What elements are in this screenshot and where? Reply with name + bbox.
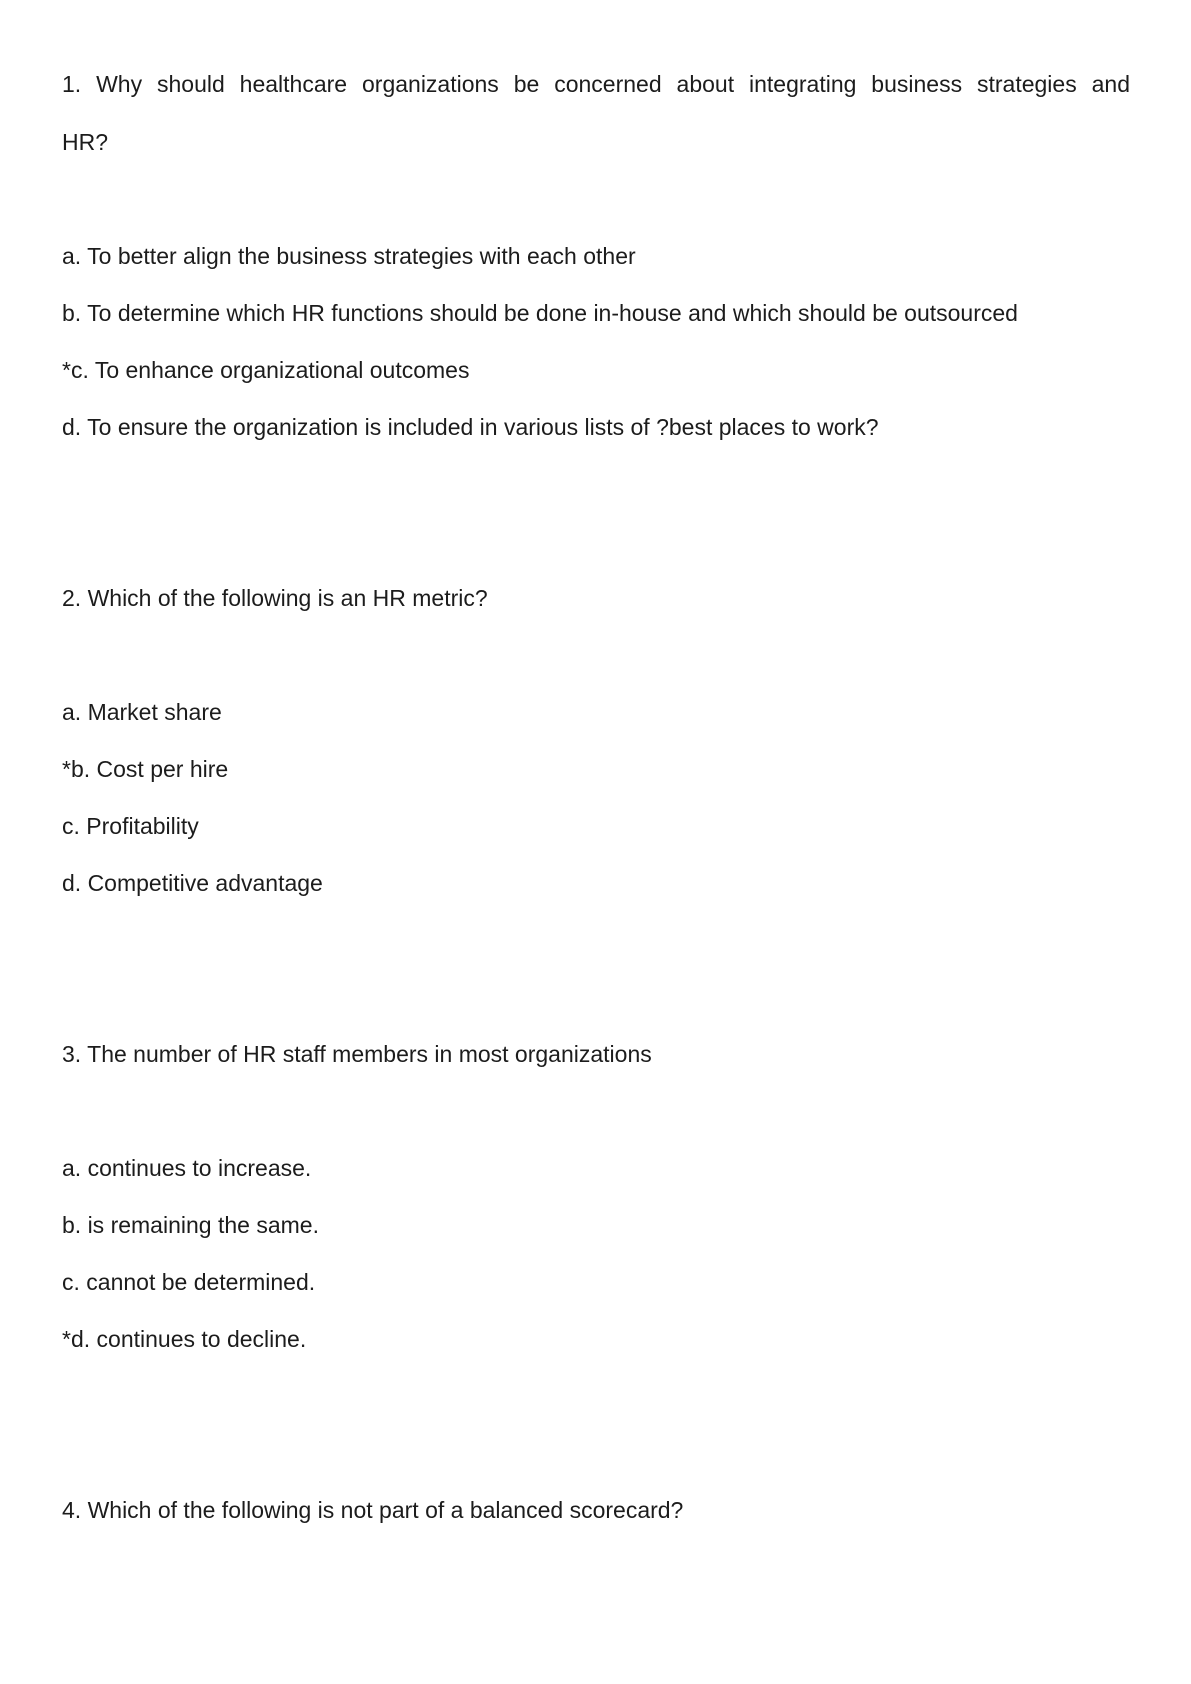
question-2-option-a: a. Market share <box>62 699 222 725</box>
question-1-option-c: *c. To enhance organizational outcomes <box>62 357 470 383</box>
question-2-option-b: *b. Cost per hire <box>62 756 229 782</box>
question-1-stem-line-1: 1. Why should healthcare organizations be concerned about integrating business strategies and <box>62 71 1130 97</box>
question-3-option-b: b. is remaining the same. <box>62 1212 319 1238</box>
question-4-stem: 4. Which of the following is not part of a balanced scorecard? <box>62 1497 684 1523</box>
question-3-stem: 3. The number of HR staff members in most organizations <box>62 1041 652 1067</box>
question-2-option-c: c. Profitability <box>62 813 199 839</box>
question-1-option-b: b. To determine which HR functions should be done in-house and which should be outsourced <box>62 300 1018 326</box>
question-1-option-a: a. To better align the business strategies with each other <box>62 243 636 269</box>
question-2-stem: 2. Which of the following is an HR metric? <box>62 585 488 611</box>
question-1-option-d: d. To ensure the organization is included in various lists of ?best places to work? <box>62 414 879 440</box>
question-3-option-a: a. continues to increase. <box>62 1155 312 1181</box>
question-2-option-d: d. Competitive advantage <box>62 870 323 896</box>
question-1-stem-line-2: HR? <box>62 129 109 155</box>
question-3-option-d: *d. continues to decline. <box>62 1326 307 1352</box>
question-3-option-c: c. cannot be determined. <box>62 1269 316 1295</box>
